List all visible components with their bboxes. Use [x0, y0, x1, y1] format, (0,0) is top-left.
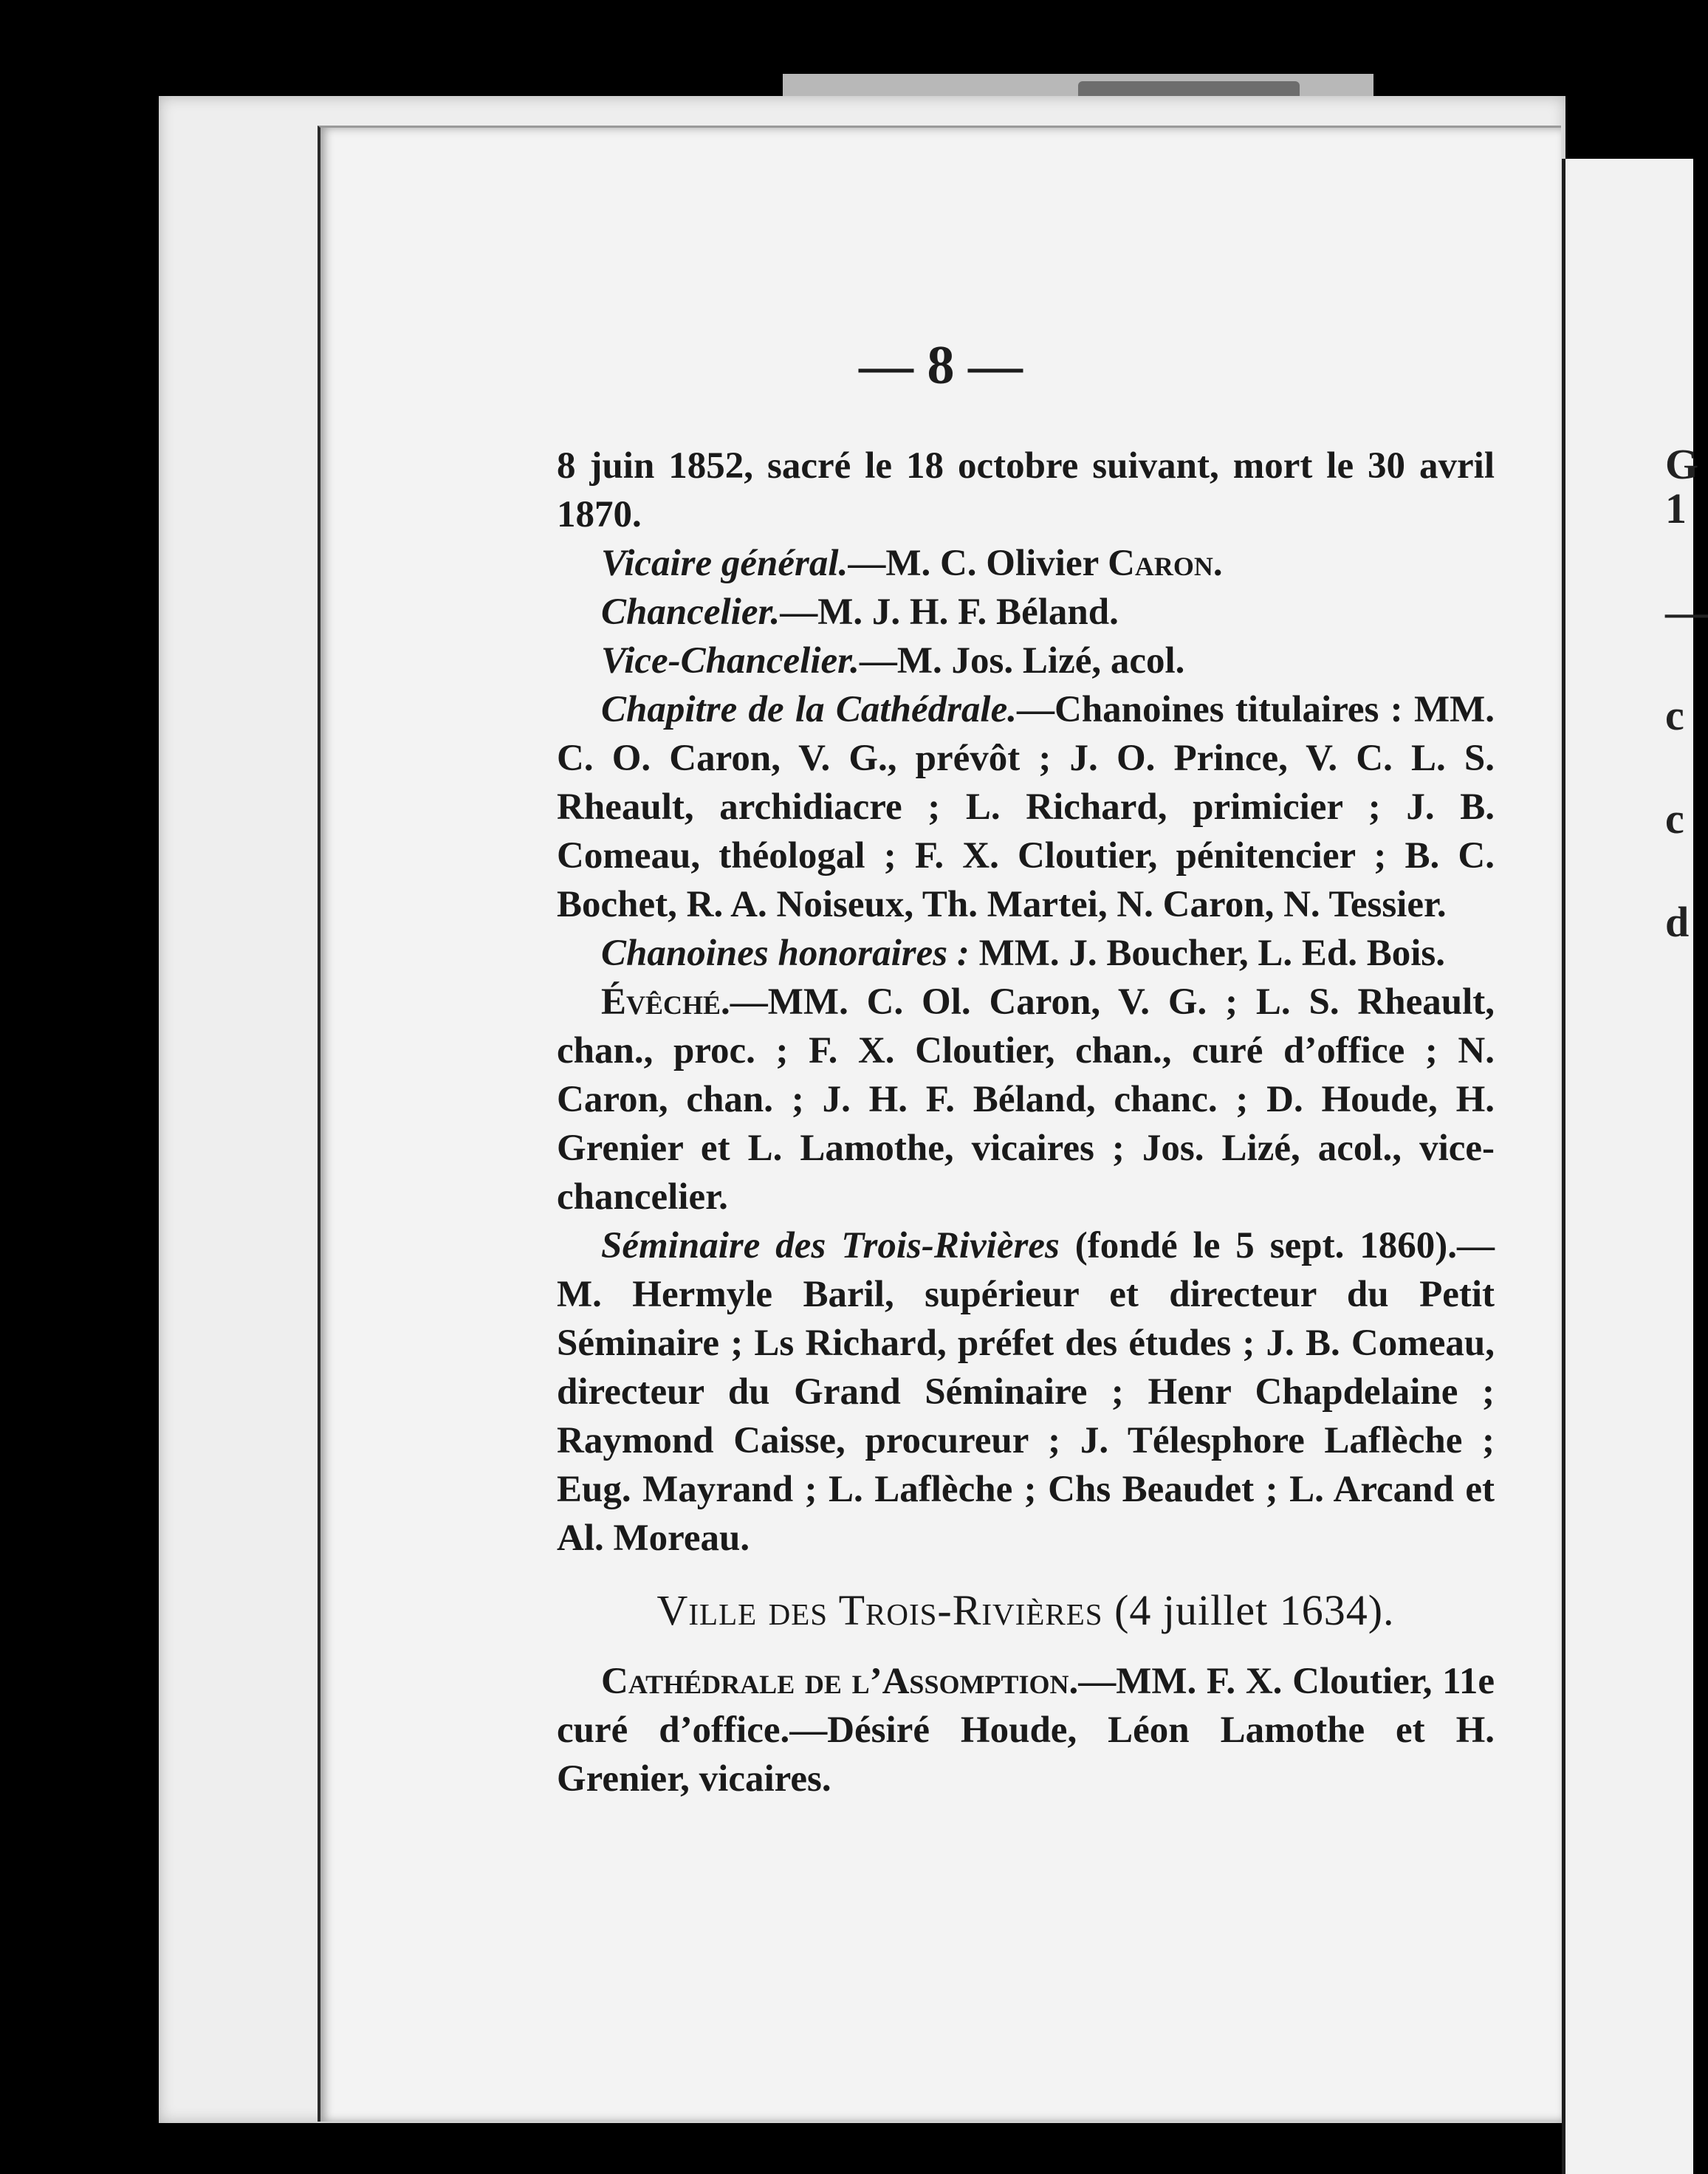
adjacent-page-fragment: c — [1665, 691, 1684, 739]
entry-text: —M. Jos. Lizé, acol. — [859, 640, 1185, 682]
entry-label: Vice-Chancelier. — [601, 640, 860, 682]
adjacent-page-fragment: d — [1665, 898, 1690, 946]
entry-text: —Chanoines titulaires : MM. C. O. Caron, V. G., prévôt ; J. O. Prince, V. C. L. S. Rheault, archidiacre ; L. Richard, primicier ; J. B. Comeau, théologal ; F. X. Cloutier, pénitencier ; B. C. Bochet, R. A. Noiseux, Th. Martei, N. Caron, N. Tessier. — [557, 689, 1495, 925]
entry-label: Chapitre de la Cathédrale. — [601, 689, 1017, 730]
section-heading-smallcaps: Ville des Trois-Rivières — [656, 1586, 1103, 1634]
section-heading-text: (4 juillet 1634). — [1102, 1586, 1395, 1634]
entry-label: Chancelier. — [601, 591, 781, 633]
entry-text: MM. J. Boucher, L. Ed. Bois. — [969, 933, 1446, 974]
adjacent-page-fragment: — — [1665, 588, 1708, 636]
entry-eveche — [557, 978, 1495, 1221]
section-heading — [557, 1586, 1495, 1635]
entry-cathedrale — [557, 1657, 1495, 1803]
document-page — [318, 126, 1561, 2122]
adjacent-page-fragment: c — [1665, 795, 1684, 843]
entry-label: Séminaire des Trois-Rivières — [601, 1225, 1060, 1266]
entry-text: —M. C. Olivier — [848, 543, 1108, 584]
entry-heading-smallcaps: Évêché. — [601, 981, 730, 1023]
entry-vice-chancelier — [557, 637, 1495, 685]
entry-label: Vicaire général. — [601, 543, 848, 584]
entry-text: —MM. F. X. Cloutier, 11e curé d’office.—Désiré Houde, Léon Lamothe et H. Grenier, vicaires. — [557, 1661, 1495, 1800]
adjacent-page-edge — [1562, 159, 1708, 2174]
entry-label: Chanoines honoraires : — [601, 933, 970, 974]
entry-vicaire-general — [557, 539, 1495, 588]
entry-chancelier — [557, 588, 1495, 637]
entry-chapitre — [557, 685, 1495, 929]
entry-text: (fondé le 5 sept. 1860).—M. Hermyle Baril, supérieur et directeur du Petit Séminaire ; Ls Richard, préfet des études ; J. B. Comeau, directeur du Grand Séminaire ; Henr Chapdelaine ; Raymond Caisse, procureur ; J. Télesphore Laflèche ; Eug. Mayrand ; L. Laflèche ; Chs Beaudet ; L. Arcand et Al. Moreau. — [557, 1225, 1495, 1559]
adjacent-page-fragment: 1 — [1665, 484, 1687, 532]
entry-seminaire — [557, 1221, 1495, 1563]
entry-heading-smallcaps: Cathédrale de l’Assomption. — [601, 1661, 1079, 1702]
entry-text: —M. J. H. F. Béland. — [780, 591, 1119, 633]
adjacent-page-fragment: G — [1665, 440, 1699, 488]
page-number: — 8 — — [859, 335, 1023, 396]
entry-name-smallcaps: Caron. — [1108, 543, 1223, 584]
entry-text: —MM. C. Ol. Caron, V. G. ; L. S. Rheault, chan., proc. ; F. X. Cloutier, chan., curé d’office ; N. Caron, chan. ; J. H. F. Béland, chanc. ; D. Houde, H. Grenier et L. Lamothe, vicaires ; Jos. Lizé, acol., vice-chancelier. — [557, 981, 1495, 1218]
opening-paragraph: 8 juin 1852, sacré le 18 octobre suivant, mort le 30 avril 1870. — [557, 445, 1495, 535]
entry-chanoines-honoraires — [557, 929, 1495, 978]
page-body — [557, 442, 1495, 1803]
